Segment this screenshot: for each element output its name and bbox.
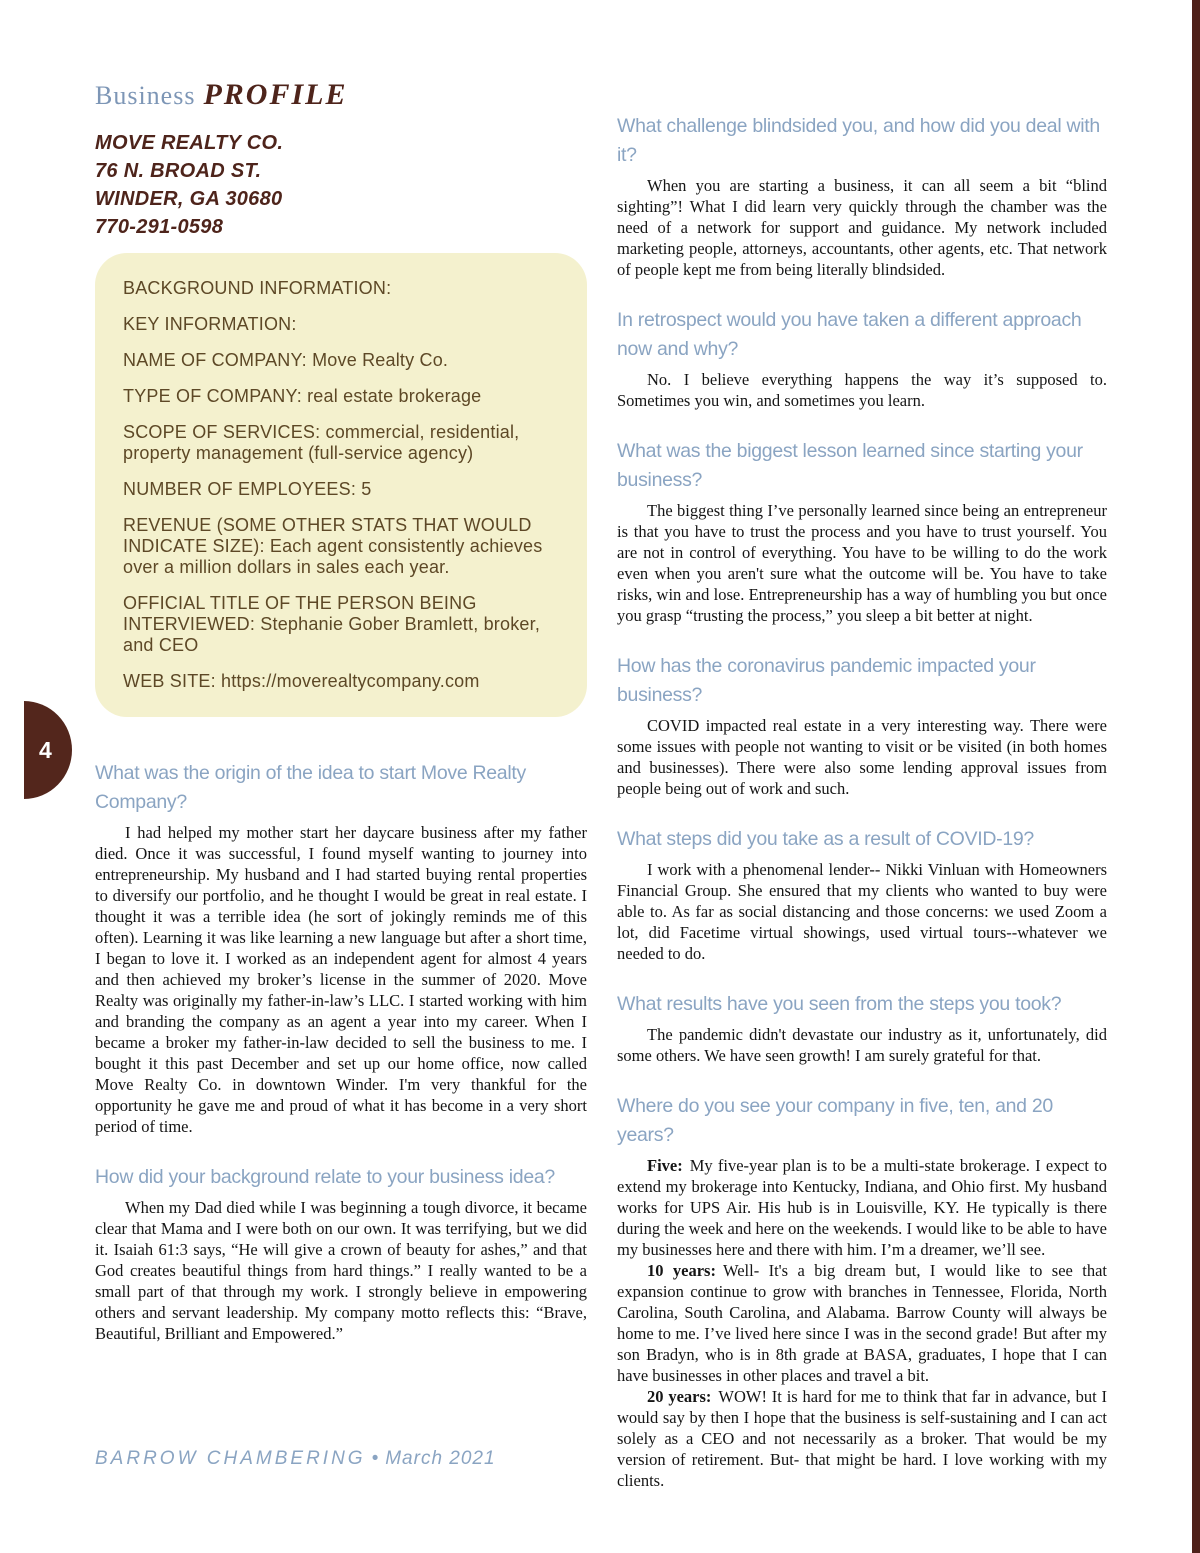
info-box-line: KEY INFORMATION: bbox=[123, 314, 297, 334]
question-heading: How has the coronavirus pandemic impacted your business? bbox=[617, 655, 1036, 706]
answer-paragraph: The pandemic didn't devastate our industry as it, unfortunately, did some others. We have seen growth! I am surely grateful for that. bbox=[617, 1025, 1107, 1065]
issue-date: March 2021 bbox=[385, 1448, 496, 1469]
magazine-name: BARROW CHAMBERING bbox=[95, 1448, 366, 1469]
answer-text: Well- It's a big dream but, I would like to see that expansion continue to grow with branches in Tennessee, Florida, North Carolina, South Carolina, and Alabama. Barrow County will always be home to me. I’ve lived here since I was in the second grade! But after my son Bradyn, who is in 8th grade at BASA, graduates, I hope that I can have businesses in other places and travel a bit. bbox=[617, 1261, 1107, 1385]
answer-lead-label: 10 years: bbox=[647, 1261, 716, 1280]
answer-paragraph: No. I believe everything happens the way it’s supposed to. Sometimes you win, and sometimes you learn. bbox=[617, 370, 1107, 410]
info-box-line: NUMBER OF EMPLOYEES: 5 bbox=[123, 479, 372, 499]
info-box-line: REVENUE (SOME OTHER STATS THAT WOULD INDICATE SIZE): Each agent consistently achieves over a million dollars in sales each year. bbox=[123, 515, 543, 577]
answer-paragraph-ten-years bbox=[617, 1260, 1107, 1386]
section-header bbox=[95, 78, 587, 112]
page-number: 4 bbox=[39, 736, 52, 763]
question-heading: How did your background relate to your business idea? bbox=[95, 1166, 555, 1188]
answer-text: WOW! It is hard for me to think that far in advance, but I would say by then I hope that the business is self-sustaining and I can act solely as a CEO and not necessarily as a broker. That would be my version of retirement. But- that might be hard. I love working with my clients. bbox=[617, 1387, 1107, 1490]
answer-paragraph: COVID impacted real estate in a very interesting way. There were some issues with people not wanting to visit or be visited (in both homes and businesses). There were also some lending approval issues from people being out of work and such. bbox=[617, 716, 1107, 798]
answer-paragraph: The biggest thing I’ve personally learned since being an entrepreneur is that you have to trust the process and you have to trust yourself. You are not in control of everything. You have to be willing to do the work even when you aren't sure what the outcome will be. You have to take risks, win and lose. Entrepreneurship has a way of humbling you but once you grasp “trusting the process,” you sleep a bit better at night. bbox=[617, 501, 1107, 625]
page-number-badge bbox=[24, 701, 72, 799]
info-box-line: WEB SITE: https://moverealtycompany.com bbox=[123, 671, 480, 691]
info-box-line: OFFICIAL TITLE OF THE PERSON BEING INTERVIEWED: Stephanie Gober Bramlett, broker, and CEO bbox=[123, 593, 541, 655]
answer-paragraph: I had helped my mother start her daycare business after my father died. Once it was successful, I found myself wanting to journey into entrepreneurship. My husband and I had started buying rental properties to diversify our portfolio, and he thought I would be great in real estate. I thought it was a terrible idea (he sort of jokingly reminds me of this often). Learning it was like learning a new language but after a short time, I began to love it. I worked as an independent agent for almost 4 years and then achieved my broker’s license in the summer of 2020. Move Realty was originally my father-in-law’s LLC. I started working with him and branding the company as an agent a year into my career. When I became a broker my father-in-law decided to sell the business to me. I bought it this past December and set up our home office, now called Move Realty Co. in downtown Winder. I'm very thankful for the opportunity he gave me and proud of what it has become in a very short period of time. bbox=[95, 823, 587, 1136]
question-heading: What was the biggest lesson learned since starting your business? bbox=[617, 440, 1083, 491]
company-street: 76 N. BROAD ST. bbox=[95, 160, 262, 182]
page-footer bbox=[95, 1448, 496, 1470]
company-name: MOVE REALTY CO. bbox=[95, 132, 284, 154]
answer-lead-label: Five: bbox=[647, 1156, 683, 1175]
answer-paragraph: When you are starting a business, it can all seem a bit “blind sighting”! What I did learn very quickly through the chamber was the need of a network for support and guidance. My network included marketing people, attorneys, accountants, other agents, etc. That network of people kept me from being literally blindsided. bbox=[617, 176, 1107, 279]
company-city-state-zip: WINDER, GA 30680 bbox=[95, 188, 283, 210]
info-box-line: TYPE OF COMPANY: real estate brokerage bbox=[123, 386, 482, 406]
footer-separator: • bbox=[371, 1448, 380, 1469]
right-column bbox=[617, 112, 1107, 1491]
question-heading: Where do you see your company in five, ten, and 20 years? bbox=[617, 1095, 1053, 1146]
section-title: PROFILE bbox=[203, 78, 348, 111]
answer-lead-label: 20 years: bbox=[647, 1387, 712, 1406]
section-eyebrow: Business bbox=[95, 81, 196, 110]
page-edge-stripe bbox=[1192, 0, 1200, 1553]
info-box-line: BACKGROUND INFORMATION: bbox=[123, 278, 392, 298]
background-info-box bbox=[95, 253, 587, 717]
left-column bbox=[95, 78, 587, 1344]
answer-text: My five-year plan is to be a multi-state brokerage. I expect to extend my brokerage into Kentucky, Indiana, and Ohio first. My husband works for UPS Air. His hub is in Louisville, KY. He typically is there during the week and here on the weekends. I would like to be able to have my businesses here and there with him. I’m a dreamer, we’ll see. bbox=[617, 1156, 1107, 1259]
answer-paragraph-five-years bbox=[617, 1155, 1107, 1260]
question-heading: What results have you seen from the steps you took? bbox=[617, 993, 1062, 1015]
question-heading: What was the origin of the idea to start Move Realty Company? bbox=[95, 762, 526, 813]
question-heading: What steps did you take as a result of COVID-19? bbox=[617, 828, 1034, 850]
info-box-line: NAME OF COMPANY: Move Realty Co. bbox=[123, 350, 449, 370]
info-box-line: SCOPE OF SERVICES: commercial, residential, property management (full-service agency) bbox=[123, 422, 520, 463]
answer-paragraph: When my Dad died while I was beginning a tough divorce, it became clear that Mama and I were both on our own. It was terrifying, but we did it. Isaiah 61:3 says, “He will give a crown of beauty for ashes,” and that God creates beautiful things from hard things.” I really wanted to be a small part of that through my work. I strongly believe in empowering others and servant leadership. My company motto reflects this: “Brave, Beautiful, Brilliant and Empowered.” bbox=[95, 1198, 587, 1343]
answer-paragraph-twenty-years bbox=[617, 1386, 1107, 1491]
answer-paragraph: I work with a phenomenal lender-- Nikki Vinluan with Homeowners Financial Group. She ensured that my clients who wanted to buy were able to. As far as social distancing and those concerns: we used Zoom a lot, did Facetime virtual showings, used virtual tours--whatever we needed to do. bbox=[617, 860, 1107, 963]
question-heading: What challenge blindsided you, and how did you deal with it? bbox=[617, 115, 1100, 166]
company-phone: 770-291-0598 bbox=[95, 216, 224, 238]
question-heading: In retrospect would you have taken a different approach now and why? bbox=[617, 309, 1082, 360]
company-address-block bbox=[95, 129, 587, 241]
